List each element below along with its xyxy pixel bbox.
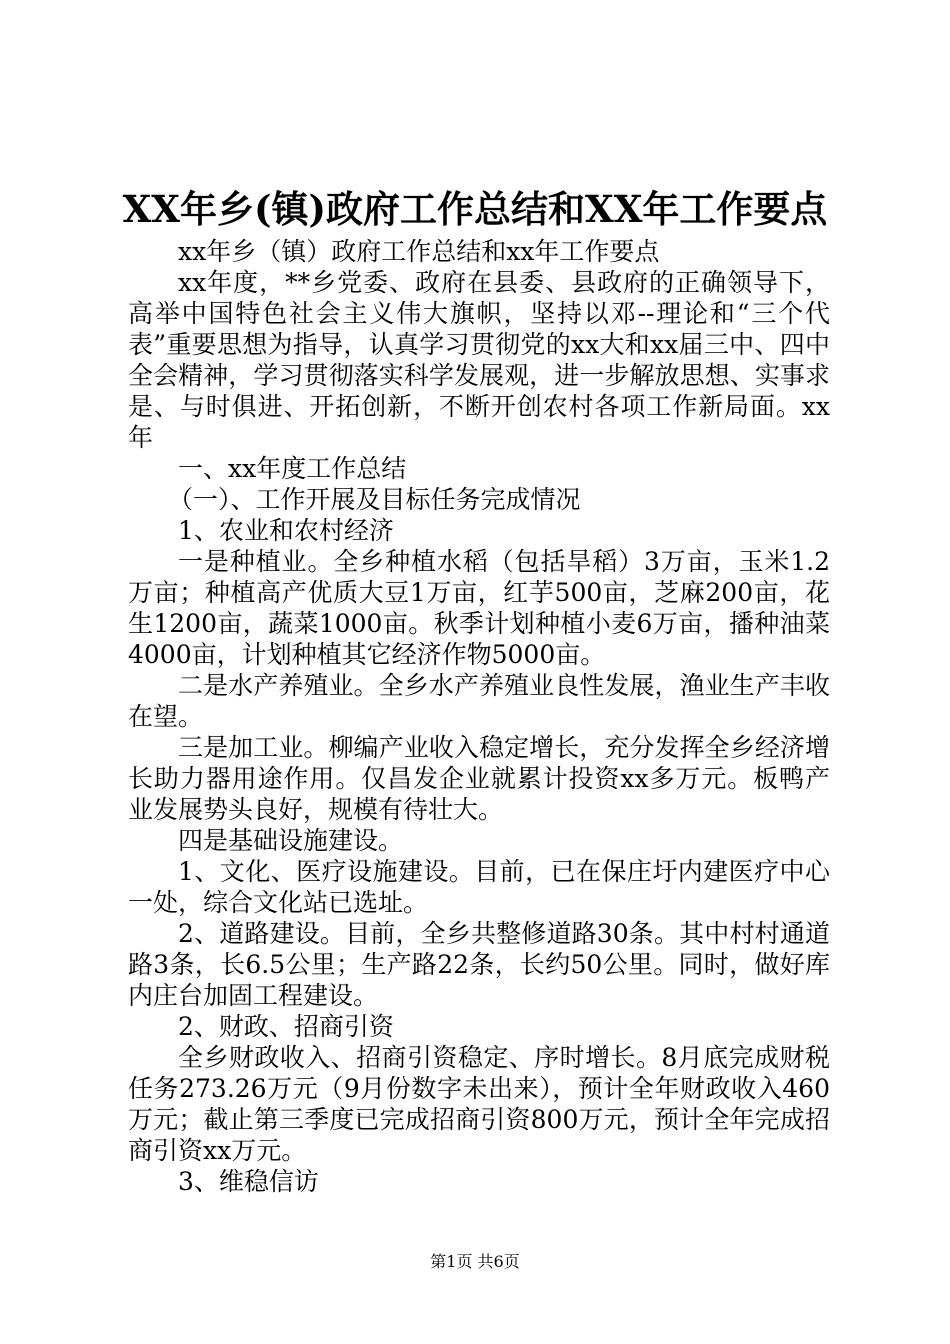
paragraph-aquaculture: 二是水产养殖业。全乡水产养殖业良性发展，渔业生产丰收在望。 [128, 671, 830, 731]
paragraph-planting: 一是种植业。全乡种植水稻（包括旱稻）3万亩，玉米1.2万亩；种植高产优质大豆1万亩，红芋500亩，芝麻200亩，花生1200亩，蔬菜1000亩。秋季计划种植小麦6万亩，播种油菜4000亩，计划种植其它经济作物5000亩。 [128, 547, 830, 669]
section-heading-1: 一、xx年度工作总结 [178, 454, 407, 483]
item-heading-agriculture: 1、农业和农村经济 [178, 516, 394, 545]
paragraph-subtitle: xx年乡（镇）政府工作总结和xx年工作要点 [178, 237, 660, 266]
paragraph-processing: 三是加工业。柳编产业收入稳定增长，充分发挥全乡经济增长助力器用途作用。仅昌发企业就累计投资xx多万元。板鸭产业发展势头良好，规模有待壮大。 [128, 733, 830, 824]
paragraph-finance: 全乡财政收入、招商引资稳定、序时增长。8月底完成财税任务273.26万元（9月份数字未出来），预计全年财政收入460万元；截止第三季度已完成招商引资800万元，预计全年完成招商引资xx万元。 [128, 1043, 830, 1165]
document-title: XX年乡(镇)政府工作总结和XX年工作要点 [122, 187, 828, 231]
paragraph-culture-medical: 1、文化、医疗设施建设。目前，已在保庄圩内建医疗中心一处，综合文化站已选址。 [128, 857, 830, 917]
document-body [128, 236, 830, 1197]
paragraph-roads: 2、道路建设。目前，全乡共整修道路30条。其中村村通道路3条，长6.5公里；生产路22条，长约50公里。同时，做好库内庄台加固工程建设。 [128, 919, 830, 1010]
paragraph-intro: xx年度，**乡党委、政府在县委、县政府的正确领导下，高举中国特色社会主义伟大旗帜，坚持以邓--理论和“三个代表”重要思想为指导，认真学习贯彻党的xx大和xx届三中、四中全会精神，学习贯彻落实科学发展观，进一步解放思想、实事求是、与时俱进、开拓创新，不断开创农村各项工作新局面。xx年 [128, 268, 830, 452]
subsection-heading-1: （一）、工作开展及目标任务完成情况 [168, 485, 581, 514]
paragraph-infrastructure: 四是基础设施建设。 [178, 826, 404, 855]
item-heading-finance: 2、财政、招商引资 [178, 1012, 394, 1041]
page-number: 第1页 共6页 [430, 1252, 520, 1271]
item-heading-stability: 3、维稳信访 [178, 1167, 319, 1196]
